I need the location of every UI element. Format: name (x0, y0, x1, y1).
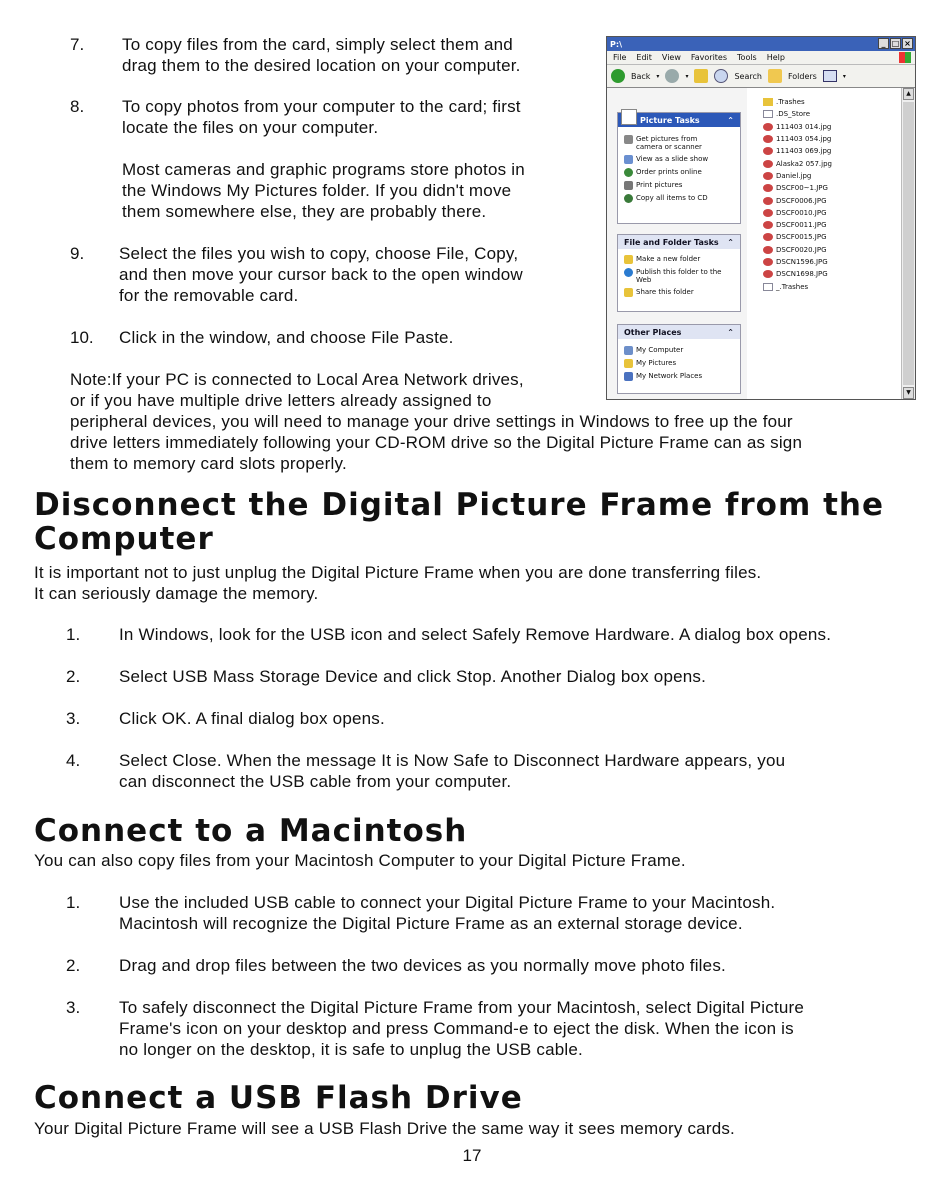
search-icon[interactable] (714, 69, 728, 83)
step-number: 4. (66, 751, 81, 770)
file-name: DSCF0010.JPG (776, 208, 827, 217)
task-label: Copy all items to CD (636, 194, 708, 202)
vertical-scrollbar[interactable] (901, 88, 915, 399)
chevron-down-icon[interactable]: ▾ (685, 72, 689, 80)
step-number: 2. (66, 956, 81, 975)
step-text: Use the included USB cable to connect your Digital Picture Frame to your Macintosh. Macintosh will recognize the Digital Picture Frame as an external storage device. (119, 893, 776, 933)
file-name: 111403 054.jpg (776, 135, 832, 144)
image-file-icon (763, 172, 773, 180)
file-name: _.Trashes (776, 282, 809, 291)
folders-icon[interactable] (768, 69, 782, 83)
views-icon[interactable] (823, 70, 837, 82)
image-file-icon (763, 135, 773, 143)
task-copy-to-cd[interactable] (618, 192, 740, 205)
note-paragraph: Note:If your PC is connected to Local Area Network drives, or if you have multiple drive letters already assigned to peripheral devices, you will need to manage your drive settings in Windows to free up the four drive letters immediately following your CD-ROM drive so the Digital Picture Frame can as sign them to memory card slots properly. (70, 370, 803, 473)
place-my-pictures[interactable] (618, 357, 740, 370)
file-item[interactable] (749, 108, 901, 120)
file-item[interactable] (749, 145, 901, 157)
task-pane (607, 88, 747, 399)
task-order-prints[interactable] (618, 166, 740, 179)
scroll-down-icon[interactable]: ▼ (903, 387, 914, 399)
file-name: DSCF0020.JPG (776, 245, 827, 254)
file-list (749, 88, 901, 399)
file-item[interactable] (749, 256, 901, 268)
image-file-icon (763, 209, 773, 217)
image-file-icon (763, 221, 773, 229)
chevron-down-icon[interactable]: ▾ (842, 72, 846, 80)
collapse-icon[interactable]: ⌃ (727, 327, 734, 337)
panel-title: File and Folder Tasks (624, 237, 719, 247)
file-item[interactable] (749, 182, 901, 194)
picture-tasks-panel (617, 112, 741, 224)
scroll-up-icon[interactable]: ▲ (903, 88, 914, 100)
collapse-icon[interactable]: ⌃ (727, 115, 734, 125)
task-label: Share this folder (636, 288, 694, 296)
step-number: 3. (66, 998, 81, 1017)
task-label: View as a slide show (636, 155, 709, 163)
globe-icon (624, 268, 633, 277)
item-number: 8. (70, 97, 85, 116)
share-folder-icon (624, 288, 633, 297)
image-file-icon (763, 233, 773, 241)
file-item[interactable] (749, 133, 901, 145)
back-arrow-icon[interactable] (611, 69, 625, 83)
file-name: DSCF0011.JPG (776, 221, 827, 230)
file-name: .Trashes (776, 98, 805, 107)
file-folder-tasks-panel (617, 234, 741, 312)
window-titlebar (607, 37, 915, 51)
minimize-icon[interactable]: _ (878, 38, 889, 49)
file-item[interactable] (749, 207, 901, 219)
task-new-folder[interactable] (618, 253, 740, 266)
pictures-folder-icon (624, 359, 633, 368)
step-text: Select USB Mass Storage Device and click Stop. Another Dialog box opens. (119, 667, 707, 686)
file-name: Alaska2 057.jpg (776, 159, 832, 168)
file-item[interactable] (749, 121, 901, 133)
file-folder-tasks-header[interactable] (618, 235, 740, 249)
step-text: Drag and drop files between the two devices as you normally move photo files. (119, 956, 726, 975)
menu-view[interactable]: View (661, 53, 681, 62)
file-name: DSCN1698.JPG (776, 270, 828, 279)
image-file-icon (763, 197, 773, 205)
network-icon (624, 372, 633, 381)
file-item[interactable] (749, 219, 901, 231)
file-name: 111403 069.jpg (776, 147, 832, 156)
task-label: Publish this folder to the Web (636, 268, 722, 284)
item-text: To copy photos from your computer to the card; first locate the files on your computer. (122, 97, 521, 137)
task-label: Print pictures (636, 181, 683, 189)
image-file-icon (763, 258, 773, 266)
panel-title: Picture Tasks (640, 115, 700, 125)
section-heading-flash-drive: Connect a USB Flash Drive (34, 1080, 523, 1116)
task-publish-web[interactable] (618, 266, 740, 286)
place-network[interactable] (618, 370, 740, 383)
windows-logo-icon (899, 52, 911, 63)
forward-arrow-icon[interactable] (665, 69, 679, 83)
window-title: P:\ (610, 39, 622, 49)
file-name: DSCF0006.JPG (776, 196, 827, 205)
item-text: Click in the window, and choose File Paste. (119, 328, 454, 347)
item-number: 10. (70, 328, 94, 347)
pictures-folder-icon (621, 109, 637, 125)
step-text: In Windows, look for the USB icon and select Safely Remove Hardware. A dialog box opens. (119, 625, 832, 644)
item-number: 9. (70, 244, 85, 263)
image-file-icon (763, 246, 773, 254)
menu-favorites[interactable]: Favorites (690, 53, 728, 62)
other-places-panel (617, 324, 741, 394)
menu-edit[interactable]: Edit (636, 53, 652, 62)
image-file-icon (763, 123, 773, 131)
file-item[interactable] (749, 157, 901, 169)
task-print-pictures[interactable] (618, 179, 740, 192)
cd-icon (624, 194, 633, 203)
file-item[interactable] (749, 244, 901, 256)
toolbar (607, 65, 915, 88)
scroll-thumb[interactable] (903, 102, 914, 385)
folder-icon (763, 98, 773, 106)
task-label: Make a new folder (636, 255, 701, 263)
item-text: Most cameras and graphic programs store photos in the Windows My Pictures folder. If you didn't move them somewhere else, they are probably there. (122, 160, 525, 221)
section-intro: It is important not to just unplug the Digital Picture Frame when you are done transferring files. It can seriously damage the memory. (34, 563, 762, 603)
place-label: My Computer (636, 346, 684, 354)
file-item[interactable] (749, 194, 901, 206)
step-number: 2. (66, 667, 81, 686)
item-text: Select the files you wish to copy, choose File, Copy, and then move your cursor back to the open window for the removable card. (119, 244, 523, 305)
section-heading-macintosh: Connect to a Macintosh (34, 813, 468, 849)
image-file-icon (763, 270, 773, 278)
file-name: DSCF00~1.JPG (776, 184, 828, 193)
explorer-window (606, 36, 916, 400)
step-text: Click OK. A final dialog box opens. (119, 709, 385, 728)
file-item[interactable] (749, 170, 901, 182)
task-get-pictures[interactable] (618, 133, 740, 153)
computer-icon (624, 346, 633, 355)
file-item[interactable] (749, 280, 901, 292)
search-button[interactable]: Search (734, 71, 762, 81)
section-heading-disconnect: Disconnect the Digital Picture Frame from the Computer (34, 487, 884, 557)
menu-help[interactable]: Help (766, 53, 785, 62)
image-file-icon (763, 184, 773, 192)
place-label: My Pictures (636, 359, 677, 367)
file-name: .DS_Store (776, 110, 811, 119)
place-label: My Network Places (636, 372, 703, 380)
close-icon[interactable]: × (902, 38, 913, 49)
image-file-icon (763, 147, 773, 155)
menu-bar (607, 51, 915, 65)
new-folder-icon (624, 255, 633, 264)
other-places-header[interactable] (618, 325, 740, 339)
file-icon (763, 110, 773, 118)
printer-icon (624, 181, 633, 190)
back-button[interactable]: Back (631, 71, 651, 81)
page-number: 17 (462, 1146, 482, 1165)
maximize-icon[interactable]: □ (891, 39, 900, 48)
task-label: Get pictures from camera or scanner (636, 135, 702, 151)
file-name: DSCF0015.JPG (776, 233, 827, 242)
menu-file[interactable]: File (613, 53, 627, 62)
step-text: To safely disconnect the Digital Picture Frame from your Macintosh, select Digital Picture Frame's icon on your desktop and press Command-e to eject the disk. When the icon is no longer on the desktop, it is safe to unplug the USB cable. (119, 998, 805, 1059)
file-name: Daniel.jpg (776, 171, 812, 180)
item-number: 7. (70, 35, 85, 54)
section-intro: You can also copy files from your Macintosh Computer to your Digital Picture Frame. (34, 851, 686, 870)
file-name: 111403 014.jpg (776, 122, 832, 131)
up-folder-icon[interactable] (694, 69, 708, 83)
globe-icon (624, 168, 633, 177)
folders-button[interactable]: Folders (787, 71, 817, 81)
step-number: 1. (66, 893, 81, 912)
file-item[interactable] (749, 231, 901, 243)
chevron-down-icon[interactable]: ▾ (656, 72, 660, 80)
section-intro: Your Digital Picture Frame will see a USB Flash Drive the same way it sees memory cards. (34, 1119, 735, 1138)
file-icon (763, 283, 773, 291)
task-share-folder[interactable] (618, 286, 740, 299)
task-slideshow[interactable] (618, 153, 740, 166)
step-text: Select Close. When the message It is Now Safe to Disconnect Hardware appears, you can disconnect the USB cable from your computer. (119, 751, 786, 791)
menu-tools[interactable]: Tools (737, 53, 757, 62)
slideshow-icon (624, 155, 633, 164)
file-item[interactable] (749, 96, 901, 108)
task-label: Order prints online (636, 168, 702, 176)
panel-title: Other Places (624, 327, 682, 337)
camera-icon (624, 135, 633, 144)
file-name: DSCN1596.JPG (776, 258, 828, 266)
picture-tasks-header[interactable] (618, 113, 740, 127)
step-number: 1. (66, 625, 81, 644)
file-item[interactable] (749, 268, 901, 280)
image-file-icon (763, 160, 773, 168)
item-text: To copy files from the card, simply select them and drag them to the desired location on your computer. (122, 35, 521, 75)
collapse-icon[interactable]: ⌃ (727, 237, 734, 247)
step-number: 3. (66, 709, 81, 728)
place-my-computer[interactable] (618, 344, 740, 357)
